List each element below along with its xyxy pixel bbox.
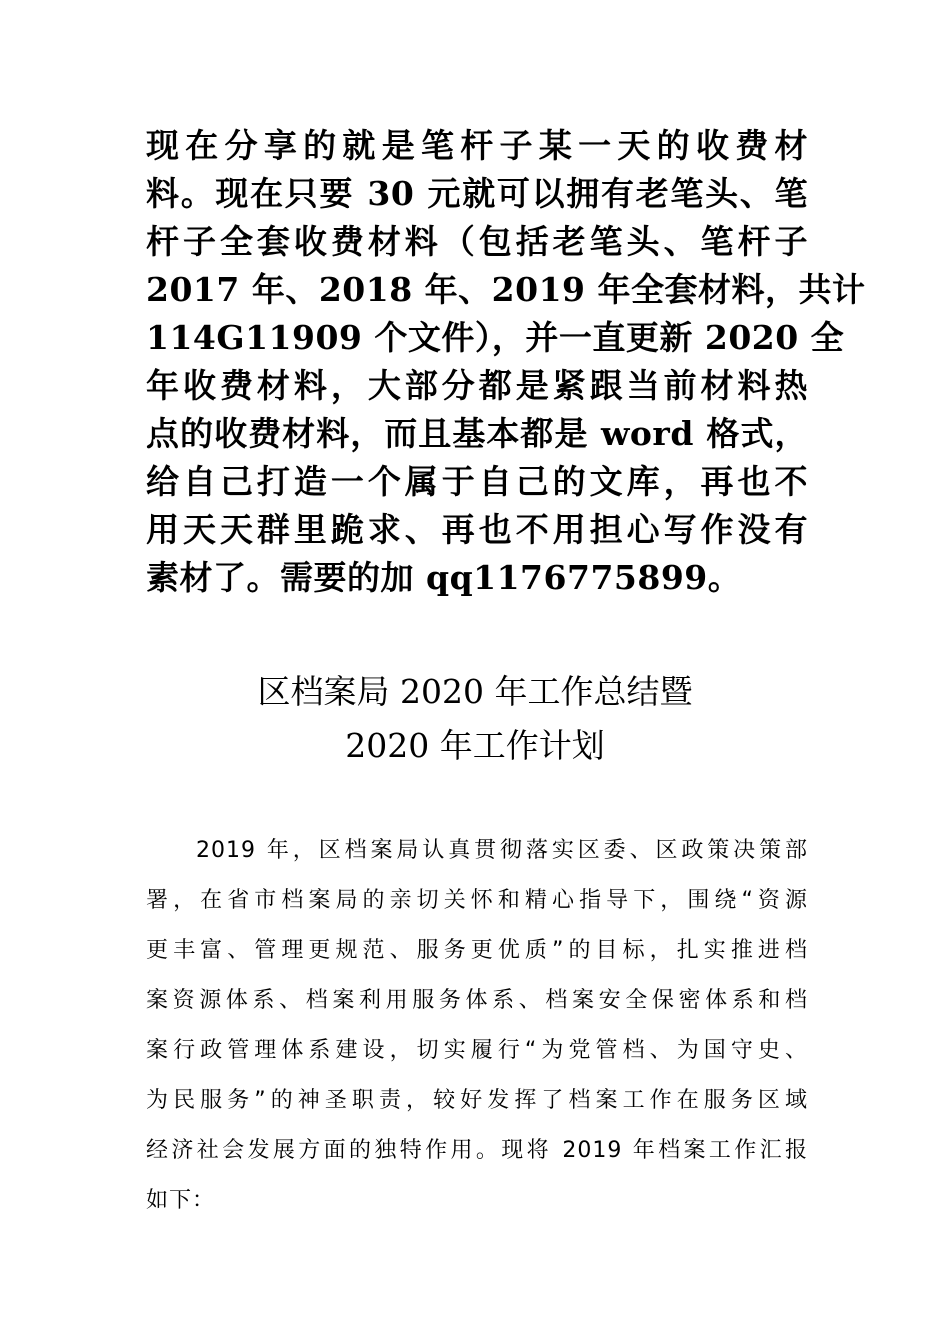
body-line: 2019 年，区档案局认真贯彻落实区委、区政策决策部 bbox=[196, 838, 808, 863]
body-line: 为民服务”的神圣职责，较好发挥了档案工作在服务区域 bbox=[146, 1088, 808, 1113]
body-line: 案行政管理体系建设，切实履行“为党管档、为国守史、 bbox=[146, 1038, 808, 1063]
promo-line: 114G11909 个文件），并一直更新 2020 全 bbox=[146, 318, 845, 357]
body-line: 经济社会发展方面的独特作用。现将 2019 年档案工作汇报 bbox=[146, 1138, 808, 1163]
body-line: 更丰富、管理更规范、服务更优质”的目标，扎实推进档 bbox=[146, 938, 808, 963]
promo-paragraph bbox=[146, 122, 866, 602]
promo-line: 素材了。需要的加 qq1176775899。 bbox=[146, 558, 742, 597]
promo-line: 料。现在只要 30 元就可以拥有老笔头、笔 bbox=[146, 174, 808, 213]
body-line: 署，在省市档案局的亲切关怀和精心指导下，围绕“资源 bbox=[146, 888, 808, 913]
promo-line: 给自己打造一个属于自己的文库，再也不 bbox=[146, 462, 808, 501]
promo-line: 用天天群里跪求、再也不用担心写作没有 bbox=[146, 510, 808, 549]
promo-line: 杆子全套收费材料（包括老笔头、笔杆子 bbox=[146, 222, 808, 261]
document-title: 区档案局 2020 年工作总结暨 bbox=[257, 672, 693, 711]
document-subtitle: 2020 年工作计划 bbox=[345, 726, 605, 765]
body-line: 案资源体系、档案利用服务体系、档案安全保密体系和档 bbox=[146, 988, 808, 1013]
promo-line: 点的收费材料，而且基本都是 word 格式， bbox=[146, 414, 808, 453]
body-line: 如下： bbox=[146, 1188, 216, 1213]
promo-line: 2017 年、2018 年、2019 年全套材料，共计 bbox=[146, 270, 866, 309]
promo-line: 年收费材料，大部分都是紧跟当前材料热 bbox=[146, 366, 808, 405]
promo-line: 现在分享的就是笔杆子某一天的收费材 bbox=[146, 126, 808, 165]
body-paragraph bbox=[146, 826, 808, 1226]
